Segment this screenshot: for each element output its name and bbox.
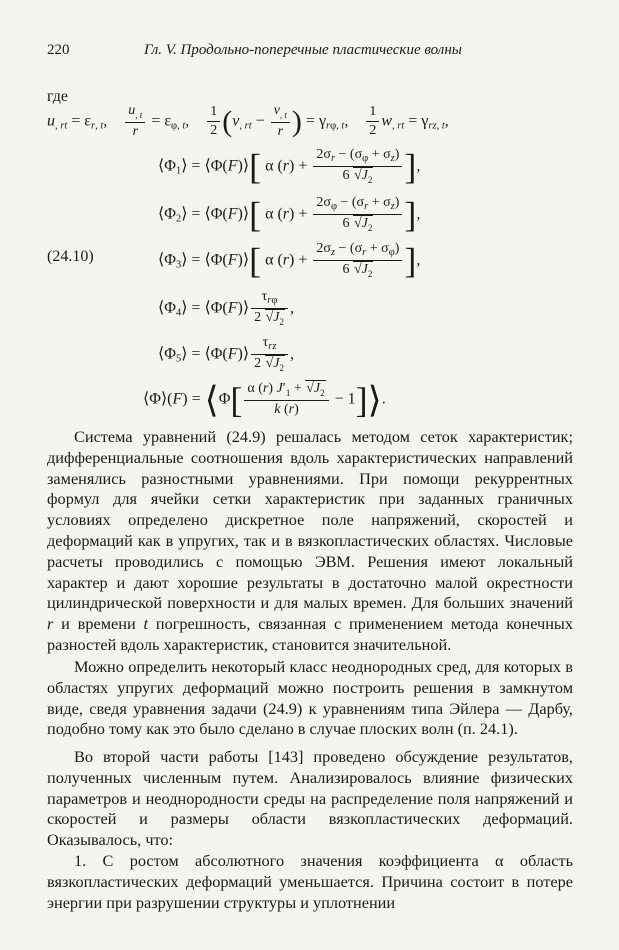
- text-segment: r: [47, 614, 54, 634]
- text-segment: Система уравнений (24.9) решалась методом сеток характеристик; дифференциальные соотношения вдоль характеристических направлений заменялись разностными уравнениями. При помощи рекуррентных формул для ячейки сетки характеристик при заданных граничных условиях определено дискретное поле напряжений, скоростей и деформаций как в упругих, так и в вязкопластических областях. Числовые расчеты проводились с помощью ЭВМ. Решения имеют локальный характер и дают хорошие результаты в достаточно малой окрестности цилиндрической поверхности и для малых времен. Для больших значений: [47, 427, 573, 613]
- paragraph-results-discussion: [47, 747, 573, 851]
- equation-phi5: $⟨\Phi_5⟩$ = ⟨Φ(F)⟩ $\frac{\tau_{rz}}{2 √J_2}$ ,: [158, 335, 294, 373]
- where-word: где: [47, 88, 69, 105]
- equation-phi2: $⟨\Phi_2⟩$ = ⟨Φ(F)⟩[ α (r) + $\frac{2\sigma_\varphi - (\sigma_r + \sigma_z)}{6 √J_2}$ ],: [158, 194, 421, 235]
- paragraph-inhomogeneous-media: [47, 657, 573, 740]
- equation-phi3: $⟨\Phi_3⟩$ = ⟨Φ(F)⟩[ α (r) + $\frac{2\sigma_z - (\sigma_r + \sigma_\varphi)}{6 √J_2}$ ],: [158, 240, 421, 281]
- equation-number: (24.10): [47, 248, 94, 265]
- equation-phi1: $⟨\Phi_1⟩$ = ⟨Φ(F)⟩[ α (r) + $\frac{2\sigma_r - (\sigma_\varphi + \sigma_z)}{6 √J_2}$ ],: [158, 146, 421, 187]
- text-segment: погрешность, связанная с применением метода конечных разностей вдоль характеристик, становится значительной.: [47, 614, 574, 654]
- text-segment: 1. С ростом абсолютного значения коэффициента α область вязкопластических деформаций уменьшается. Причина состоит в потере энергии при разрушении структуры и уплотнении: [47, 851, 573, 912]
- paragraph-numerical-method: [47, 427, 573, 656]
- strain-rate-relations: $u_{, rt} = \varepsilon_{r, t}$, $\frac{u_{, t}}{r}$ = $\varepsilon_{\varphi, t}$, $\frac{1}{2}$ ($v_{, rt}$ − $\frac{v_{, t}}{r}$ ) = $\gamma_{r\varphi, t}$, $\frac{1}{2}$ $w_{, rt} = \gamma_{rz, t}$,: [47, 103, 449, 140]
- paragraph-finding-1: [47, 851, 573, 913]
- running-title: Гл. V. Продольно-поперечные пластические волны: [144, 42, 462, 58]
- page-number: 220: [47, 42, 70, 58]
- page-header: [47, 42, 577, 66]
- equation-phi-f: ⟨Φ⟩(F) = ⟨Φ[ $\frac{\alpha (r) J'_1 + √J_2}{k (r)}$ − 1]⟩.: [143, 380, 386, 420]
- text-segment: Во второй части работы [143] проведено обсуждение результатов, полученных численным путем. Анализировалось влияние физических параметров и неоднородности среды на распределение поля напряжений и скоростей и размеры области вязкопластических деформаций. Оказывалось, что:: [47, 747, 573, 850]
- equation-phi4: $⟨\Phi_4⟩$ = ⟨Φ(F)⟩ $\frac{\tau_{r\varphi}}{2 √J_2}$ ,: [158, 289, 294, 327]
- text-segment: и времени: [53, 614, 144, 634]
- text-segment: t: [143, 614, 149, 634]
- text-segment: Можно определить некоторый класс неоднородных сред, для которых в областях упругих деформаций можно построить решения в замкнутом виде, сведя уравнения задачи (24.9) к уравнениям типа Эйлера — Дарбу, подобно тому как это было сделано в случае плоских волн (п. 24.1).: [47, 657, 573, 739]
